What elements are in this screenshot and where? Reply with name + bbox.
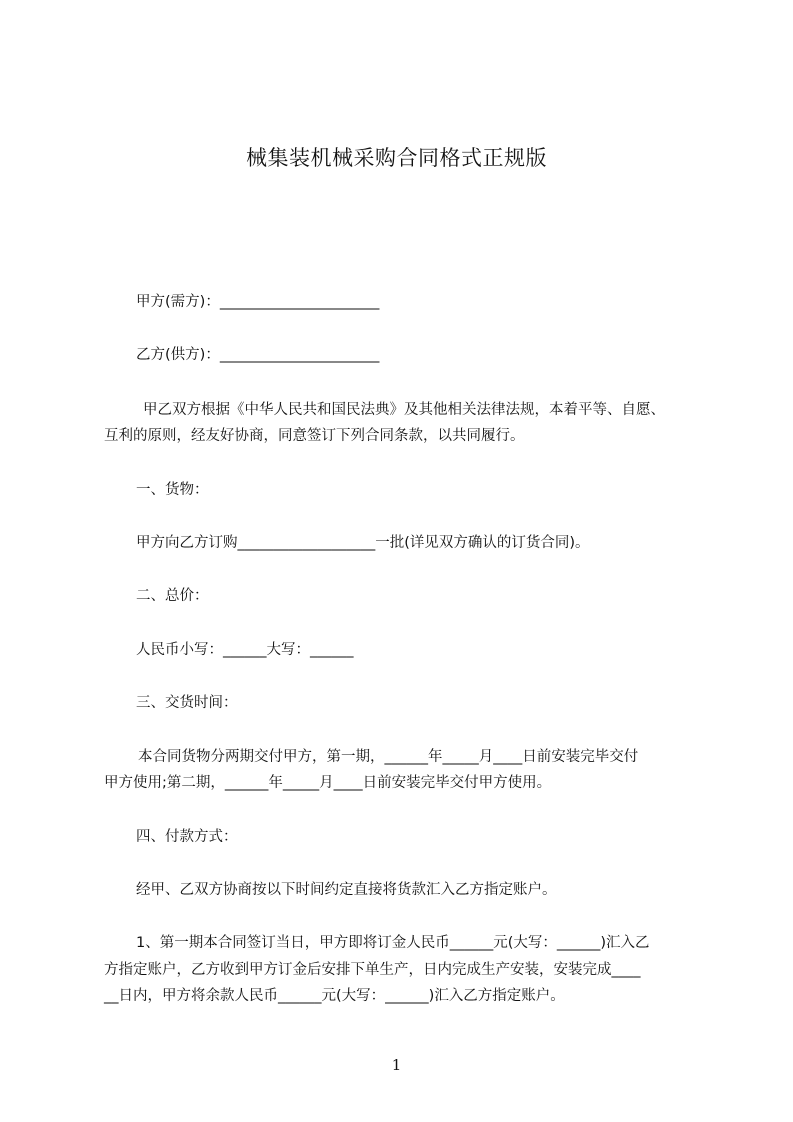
section-4-item-1-line-2: 方指定账户，乙方收到甲方订金后安排下单生产，日内完成生产安装，安装完成____	[104, 962, 641, 978]
section-2-heading: 二、总价：	[136, 588, 209, 604]
page-number: 1	[391, 1056, 402, 1074]
section-4-intro: 经甲、乙双方协商按以下时间约定直接将货款汇入乙方指定账户。	[136, 882, 557, 898]
section-3-heading: 三、交货时间：	[136, 695, 238, 711]
preamble-line-1: 甲乙双方根据《中华人民共和国民法典》及其他相关法律法规，本着平等、自愿、	[143, 402, 665, 418]
preamble-line-2: 互利的原则，经友好协商，同意签订下列合同条款，以共同履行。	[104, 428, 525, 444]
section-2-body: 人民币小写：______大写：______	[136, 642, 354, 658]
section-1-heading: 一、货物：	[136, 482, 209, 498]
section-4-item-1-line-3: __日内，甲方将余款人民币______元(大写：______)汇入乙方指定账户。	[104, 988, 565, 1004]
section-3-body-line-2: 甲方使用;第二期，______年_____月____日前安装完毕交付甲方使用。	[104, 775, 552, 791]
section-4-item-1-line-1: 1、第一期本合同签订当日，甲方即将订金人民币______元(大写：______)汇入乙	[136, 935, 650, 951]
section-3-body-line-1: 本合同货物分两期交付甲方，第一期，______年_____月____日前安装完毕交付	[138, 749, 639, 765]
section-4-heading: 四、付款方式：	[136, 829, 238, 845]
document-title: 械集装机械采购合同格式正规版	[246, 146, 547, 170]
party-a-line: 甲方(需方)：______________________	[136, 294, 380, 310]
party-b-line: 乙方(供方)：______________________	[136, 347, 380, 363]
section-1-body: 甲方向乙方订购___________________一批(详见双方确认的订货合同)。	[136, 535, 590, 551]
